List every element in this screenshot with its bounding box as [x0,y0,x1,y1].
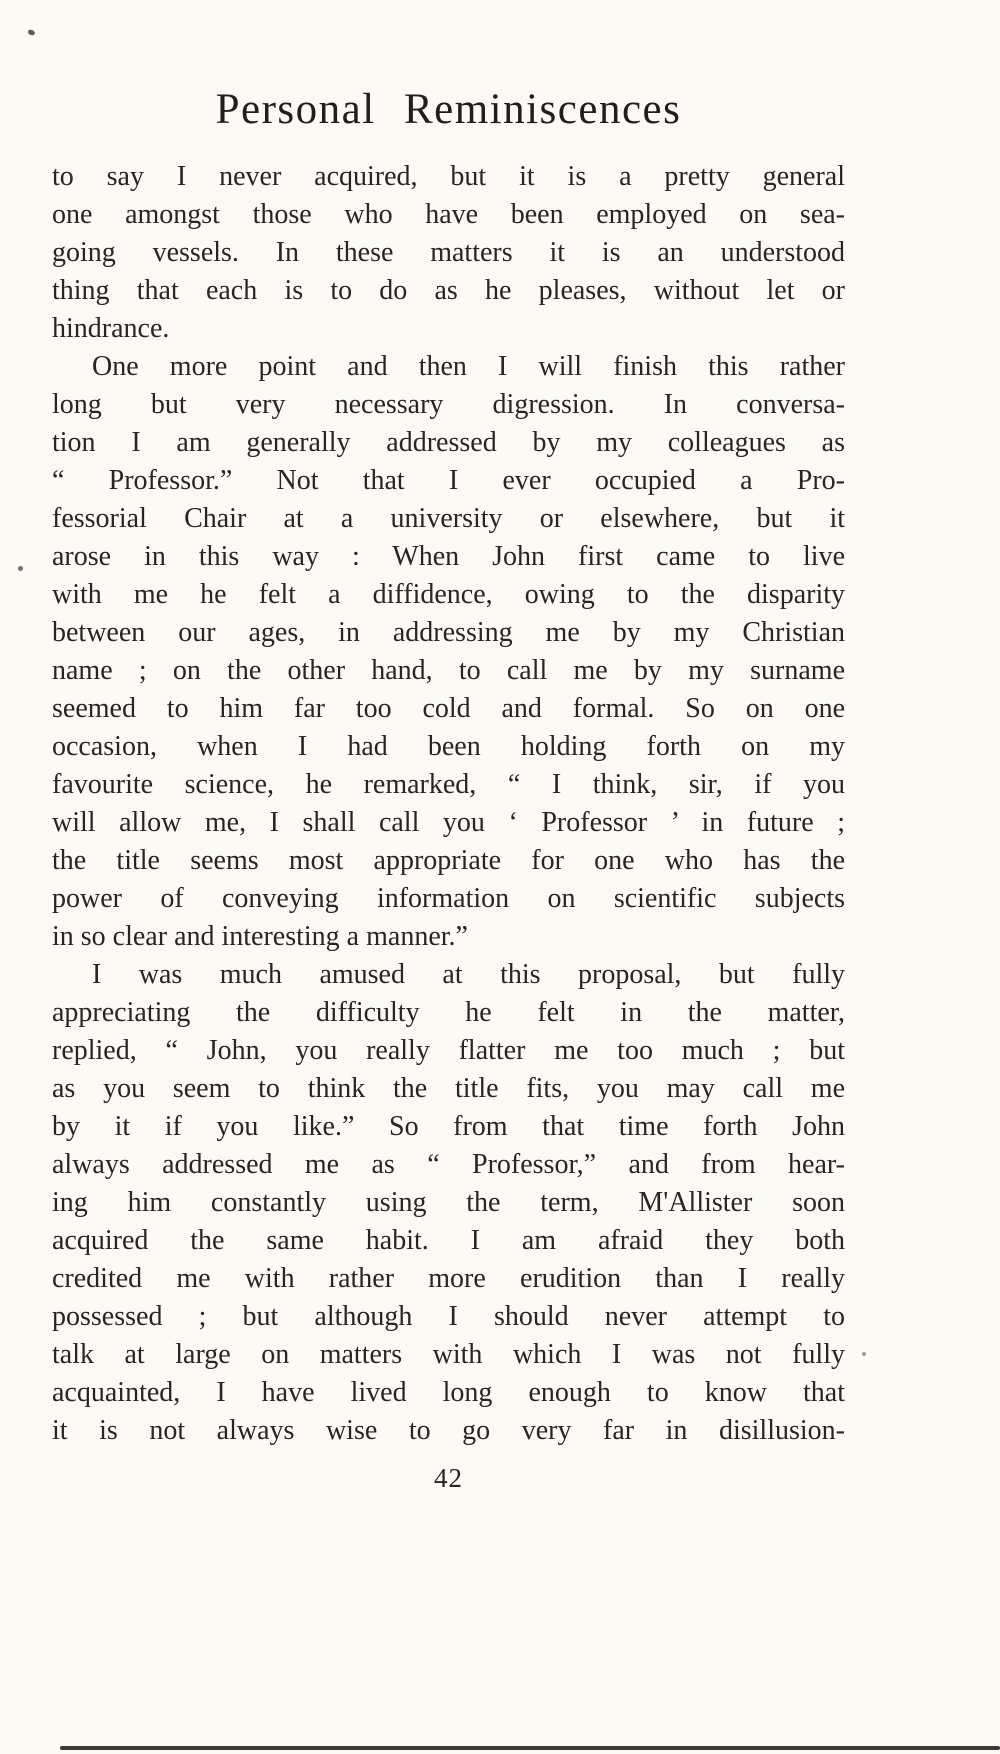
text-line: with me he felt a diffidence, owing to the disparity [52,579,845,610]
paragraph [52,348,845,956]
text-line: fessorial Chair at a university or elsewhere, but it [52,503,845,534]
text-line: will allow me, I shall call you ‘ Professor ’ in future ; [52,807,845,838]
paragraph [52,158,845,348]
scan-artifact [862,1352,866,1356]
text-line: by it if you like.” So from that time forth John [52,1111,845,1142]
text-line: One more point and then I will finish this rather [92,351,845,382]
text-line: seemed to him far too cold and formal. So on one [52,693,845,724]
text-line: to say I never acquired, but it is a pretty general [52,161,845,192]
page-content [52,0,845,1494]
text-line: appreciating the difficulty he felt in the matter, [52,997,845,1028]
text-line: in so clear and interesting a manner.” [52,921,468,952]
paragraph [52,956,845,1450]
text-line: arose in this way : When John first came to live [52,541,845,572]
text-line: power of conveying information on scientific subjects [52,883,845,914]
text-line: occasion, when I had been holding forth on my [52,731,845,762]
text-line: as you seem to think the title fits, you may call me [52,1073,845,1104]
text-line: favourite science, he remarked, “ I think, sir, if you [52,769,845,800]
page-body [52,158,845,1450]
text-line: ing him constantly using the term, M'Allister soon [52,1187,845,1218]
scan-artifact [27,29,35,36]
text-line: tion I am generally addressed by my colleagues as [52,427,845,458]
page-title: Personal Reminiscences [215,86,682,133]
text-line: name ; on the other hand, to call me by my surname [52,655,845,686]
text-line: “ Professor.” Not that I ever occupied a Pro- [52,465,845,496]
text-line: I was much amused at this proposal, but fully [92,959,845,990]
text-line: credited me with rather more erudition than I really [52,1263,845,1294]
text-line: thing that each is to do as he pleases, without let or [52,275,845,306]
text-line: going vessels. In these matters it is an understood [52,237,845,268]
text-line: always addressed me as “ Professor,” and from hear- [52,1149,845,1180]
text-line: one amongst those who have been employed on sea- [52,199,845,230]
text-line: possessed ; but although I should never attempt to [52,1301,845,1332]
text-line: talk at large on matters with which I was not fully [52,1339,845,1370]
page-number: 42 [434,1463,463,1493]
text-line: replied, “ John, you really flatter me too much ; but [52,1035,845,1066]
text-line: it is not always wise to go very far in disillusion- [52,1415,845,1446]
text-line: the title seems most appropriate for one who has the [52,845,845,876]
scan-artifact [18,566,23,571]
text-line: long but very necessary digression. In conversa- [52,389,845,420]
text-line: between our ages, in addressing me by my Christian [52,617,845,648]
scan-edge-shadow [60,1746,1000,1750]
text-line: acquired the same habit. I am afraid they both [52,1225,845,1256]
text-line: acquainted, I have lived long enough to know that [52,1377,845,1408]
text-line: hindrance. [52,313,170,344]
